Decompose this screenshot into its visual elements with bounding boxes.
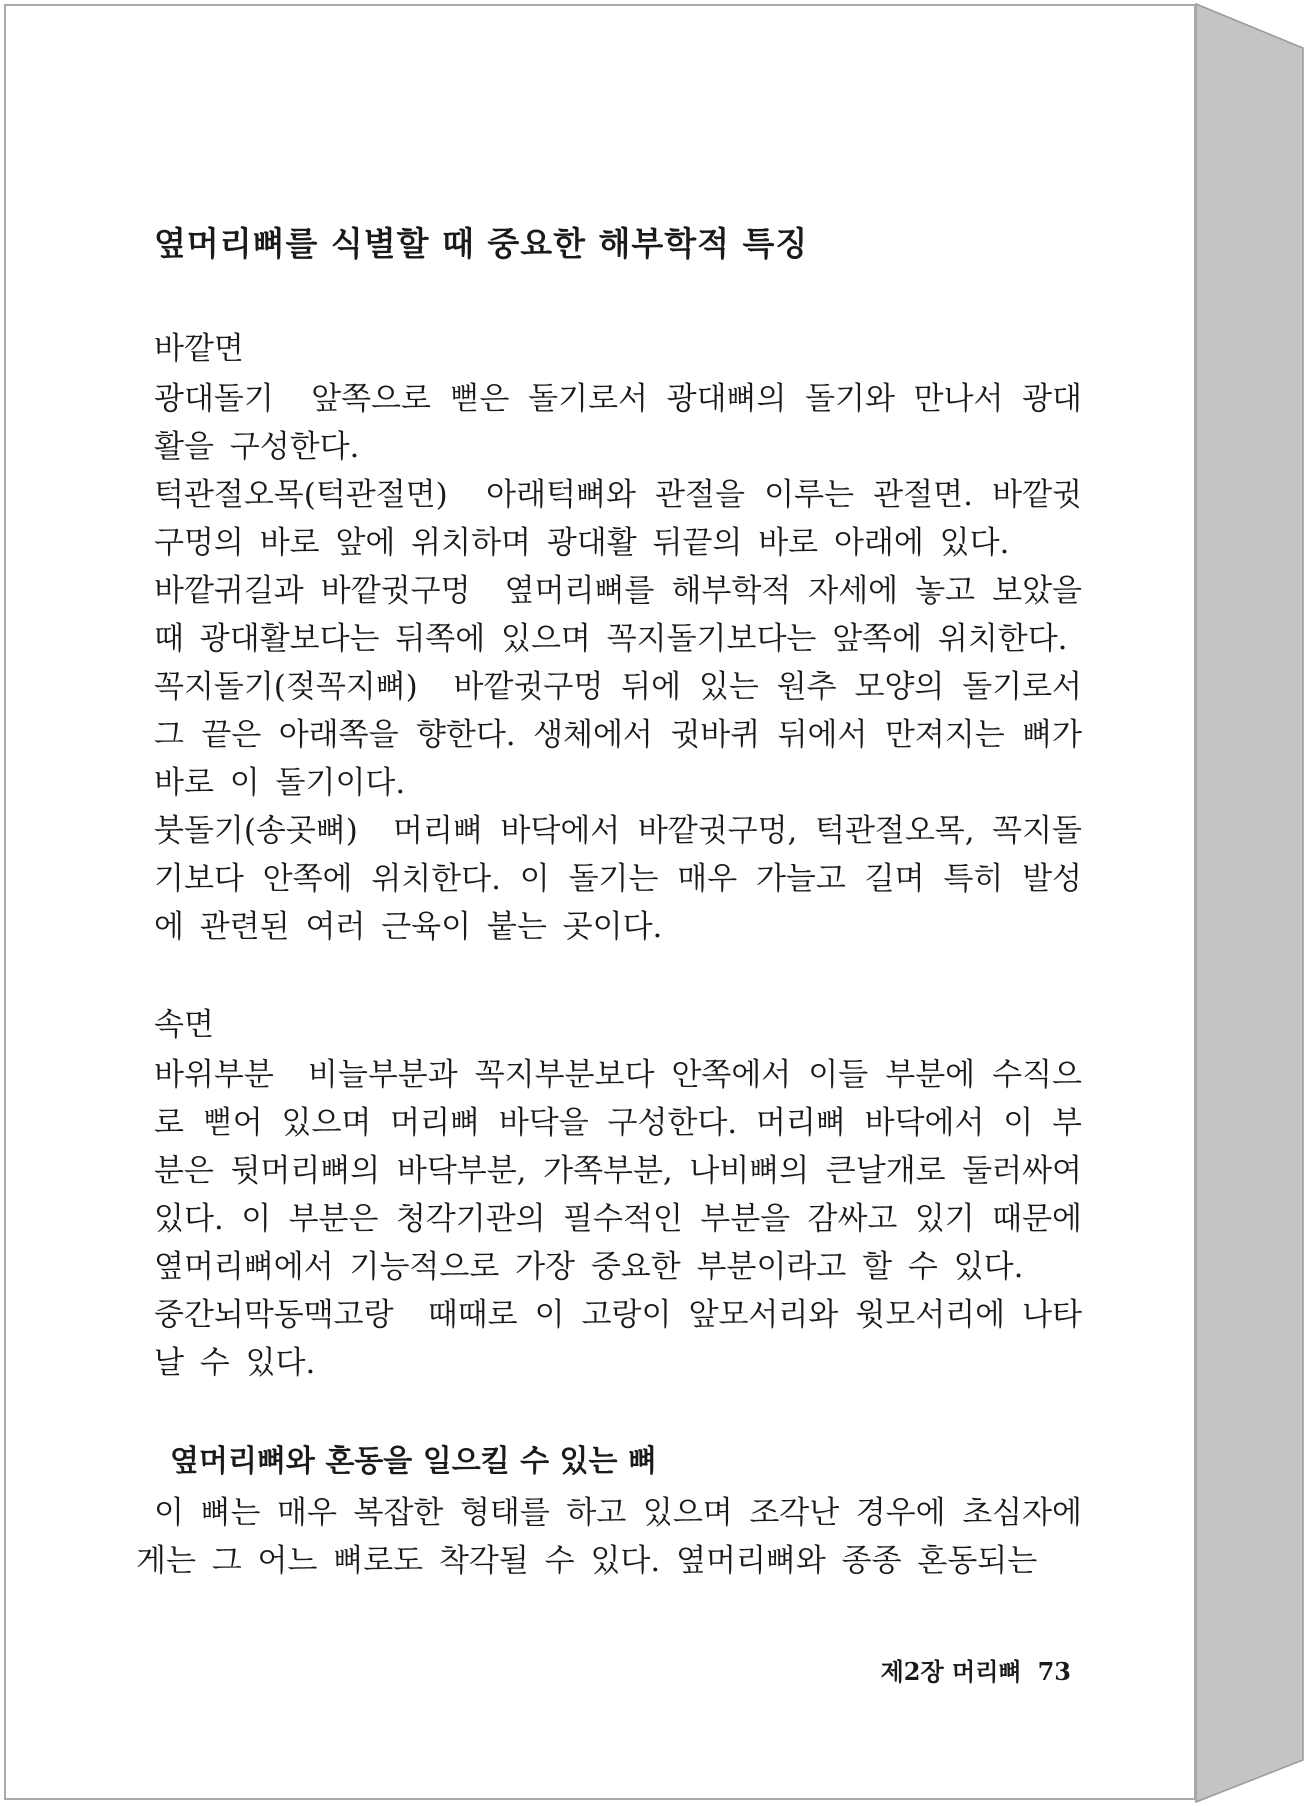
- section-inner-surface: [152, 1001, 1082, 1387]
- page-footer: [881, 1652, 1071, 1687]
- entry-text: 바깥귓구멍 뒤에 있는 원추 모양의 돌기로서 그 끝은 아래쪽을 향한다. 생체에서 귓바퀴 뒤에서 만져지는 뼈가 바로 이 돌기이다.: [154, 669, 1082, 801]
- entry-styloid-process: [154, 807, 1082, 951]
- entry-term: 꼭지돌기(젖꼭지뼈): [154, 669, 418, 705]
- entry-zygomatic-process: [154, 375, 1082, 471]
- entry-text: 비늘부분과 꼭지부분보다 안쪽에서 이들 부분에 수직으로 뻗어 있으며 머리뼈 바닥을 구성한다. 머리뼈 바닥에서 이 부분은 뒷머리뼈의 바닥부분, 가쪽부분, 나비뼈의 큰날개로 둘러싸여 있다. 이 부분은 청각기관의 필수적인 부분을 감싸고 있기 때문에 옆머리뼈에서 기능적으로 가장 중요한 부분이라고 할 수 있다.: [154, 1057, 1082, 1285]
- confusion-paragraph: 이 뼈는 매우 복잡한 형태를 하고 있으며 조각난 경우에 초심자에게는 그 어느 뼈로도 착각될 수 있다. 옆머리뼈와 종종 혼동되는: [136, 1495, 1082, 1579]
- chapter-label: 제2장 머리뼈: [880, 1657, 1022, 1686]
- entry-term: 바깥귀길과 바깥귓구멍: [154, 573, 471, 609]
- entry-text: 때때로 이 고랑이 앞모서리와 윗모서리에 나타날 수 있다.: [154, 1297, 1082, 1381]
- entry-term: 턱관절오목(턱관절면): [154, 477, 448, 513]
- entry-external-acoustic-meatus: [154, 567, 1082, 663]
- entry-middle-meningeal-groove: [154, 1291, 1082, 1387]
- spacer: [152, 1387, 1082, 1437]
- entry-text: 옆머리뼈를 해부학적 자세에 놓고 보았을 때 광대활보다는 뒤쪽에 있으며 꼭지돌기보다는 앞쪽에 위치한다.: [154, 573, 1082, 657]
- page-number: 73: [1037, 1657, 1071, 1686]
- entry-term: 광대돌기: [154, 381, 274, 417]
- section-heading: 속면: [154, 1007, 214, 1043]
- section-heading: 바깥면: [154, 331, 244, 367]
- entry-text: 머리뼈 바닥에서 바깥귓구멍, 턱관절오목, 꼭지돌기보다 안쪽에 위치한다. 이 돌기는 매우 가늘고 길며 특히 발성에 관련된 여러 근육이 붙는 곳이다.: [154, 813, 1082, 945]
- confusion-heading: 옆머리뼈와 혼동을 일으킬 수 있는 뼈: [170, 1444, 657, 1479]
- entry-text: 아래턱뼈와 관절을 이루는 관절면. 바깥귓구멍의 바로 앞에 위치하며 광대활 뒤끝의 바로 아래에 있다.: [154, 477, 1082, 561]
- entry-text: 앞쪽으로 뻗은 돌기로서 광대뼈의 돌기와 만나서 광대활을 구성한다.: [154, 381, 1083, 465]
- section-outer-surface: [152, 325, 1082, 951]
- entry-mandibular-fossa: [154, 471, 1082, 567]
- page-content: [136, 218, 1083, 1585]
- entry-term: 중간뇌막동맥고랑: [154, 1297, 394, 1333]
- entry-term: 바위부분: [154, 1057, 274, 1093]
- entry-mastoid-process: [154, 663, 1082, 807]
- spacer: [152, 951, 1082, 1001]
- entry-petrous-part: [154, 1051, 1082, 1291]
- entry-term: 붓돌기(송곳뼈): [154, 813, 358, 849]
- page-title: 옆머리뼈를 식별할 때 중요한 해부학적 특징: [154, 224, 809, 263]
